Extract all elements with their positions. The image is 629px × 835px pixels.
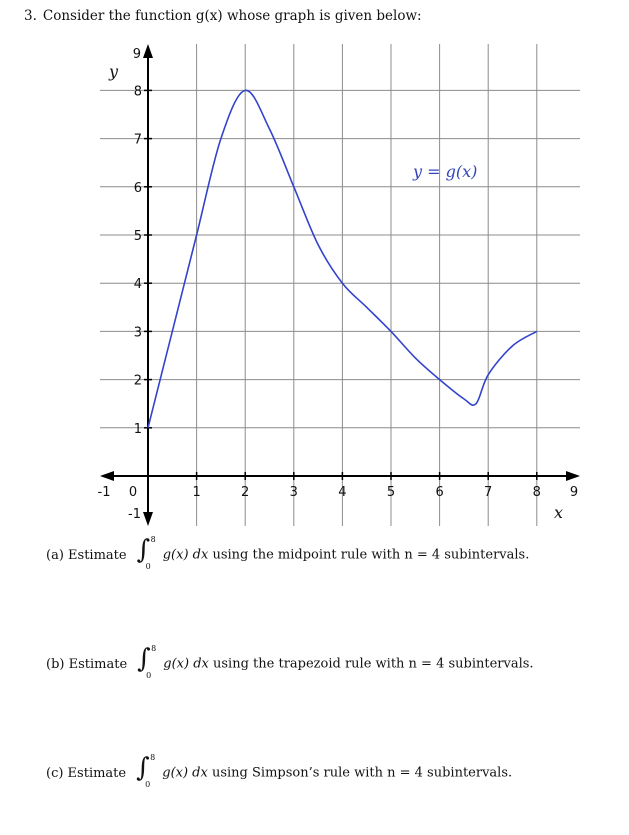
x-axis-label: x: [554, 503, 564, 522]
question-a-label: (a) Estimate: [46, 547, 127, 563]
question-b: [46, 644, 534, 680]
upper-limit: 8: [150, 753, 156, 762]
integrand: g(x) dx: [162, 547, 209, 563]
lower-limit: 0: [146, 671, 152, 680]
lower-limit: 0: [145, 780, 151, 789]
y-tick-label: 7: [133, 132, 142, 148]
integrand: g(x) dx: [162, 765, 208, 781]
y-axis-arrow-down: [143, 512, 153, 526]
tick-labels: [98, 47, 579, 522]
x-tick-label: 0: [128, 485, 138, 500]
question-c: [46, 753, 513, 789]
y-tick-label: 9: [132, 47, 141, 62]
question-b-text: using the trapezoid rule with n = 4 subintervals.: [213, 656, 534, 672]
y-tick-label: -1: [128, 507, 141, 522]
question-c-text: using Simpson’s rule with n = 4 subintervals.: [211, 765, 513, 781]
upper-limit: 8: [150, 535, 156, 544]
y-tick-label: 3: [133, 325, 142, 341]
upper-limit: 8: [151, 644, 157, 653]
x-tick-label: 8: [532, 485, 541, 500]
integral-sign: ∫ 8 0: [137, 644, 157, 680]
y-tick-label: 1: [133, 421, 142, 437]
curve-label: y = g(x): [413, 162, 478, 181]
integrand: g(x) dx: [163, 656, 209, 672]
x-tick-label: 2: [241, 485, 250, 500]
y-tick-label: 2: [133, 373, 142, 389]
question-a: [46, 535, 530, 571]
y-tick-label: 8: [133, 84, 142, 100]
problem-intro: Consider the function g(x) whose graph is given below:: [42, 8, 422, 24]
y-tick-label: 4: [133, 277, 142, 293]
y-axis-arrow-up: [143, 44, 153, 58]
y-tick-label: 5: [133, 229, 142, 244]
x-axis-arrow-right: [566, 471, 580, 481]
question-b-label: (b) Estimate: [46, 656, 128, 672]
axes: [97, 44, 580, 526]
integral-sign: ∫ 8 0: [136, 753, 156, 789]
x-tick-label: 5: [386, 485, 396, 500]
x-axis-arrow-left: [100, 471, 114, 481]
question-a-text: using the midpoint rule with n = 4 subintervals.: [212, 547, 530, 563]
x-tick-label: 6: [435, 485, 444, 500]
integral-sign: ∫ 8 0: [136, 535, 156, 571]
x-tick-label: 9: [569, 485, 579, 500]
y-axis-label: y: [109, 62, 119, 81]
question-c-label: (c) Estimate: [46, 765, 127, 781]
x-tick-label: 3: [289, 485, 298, 500]
x-tick-label: 1: [192, 485, 201, 500]
grid-lines: [97, 44, 580, 526]
y-tick-label: 6: [133, 180, 142, 196]
lower-limit: 0: [145, 562, 151, 571]
x-tick-label: 7: [484, 485, 493, 500]
x-tick-label: 4: [338, 485, 347, 500]
problem-number: 3.: [24, 8, 37, 24]
x-tick-label: -1: [97, 485, 111, 500]
